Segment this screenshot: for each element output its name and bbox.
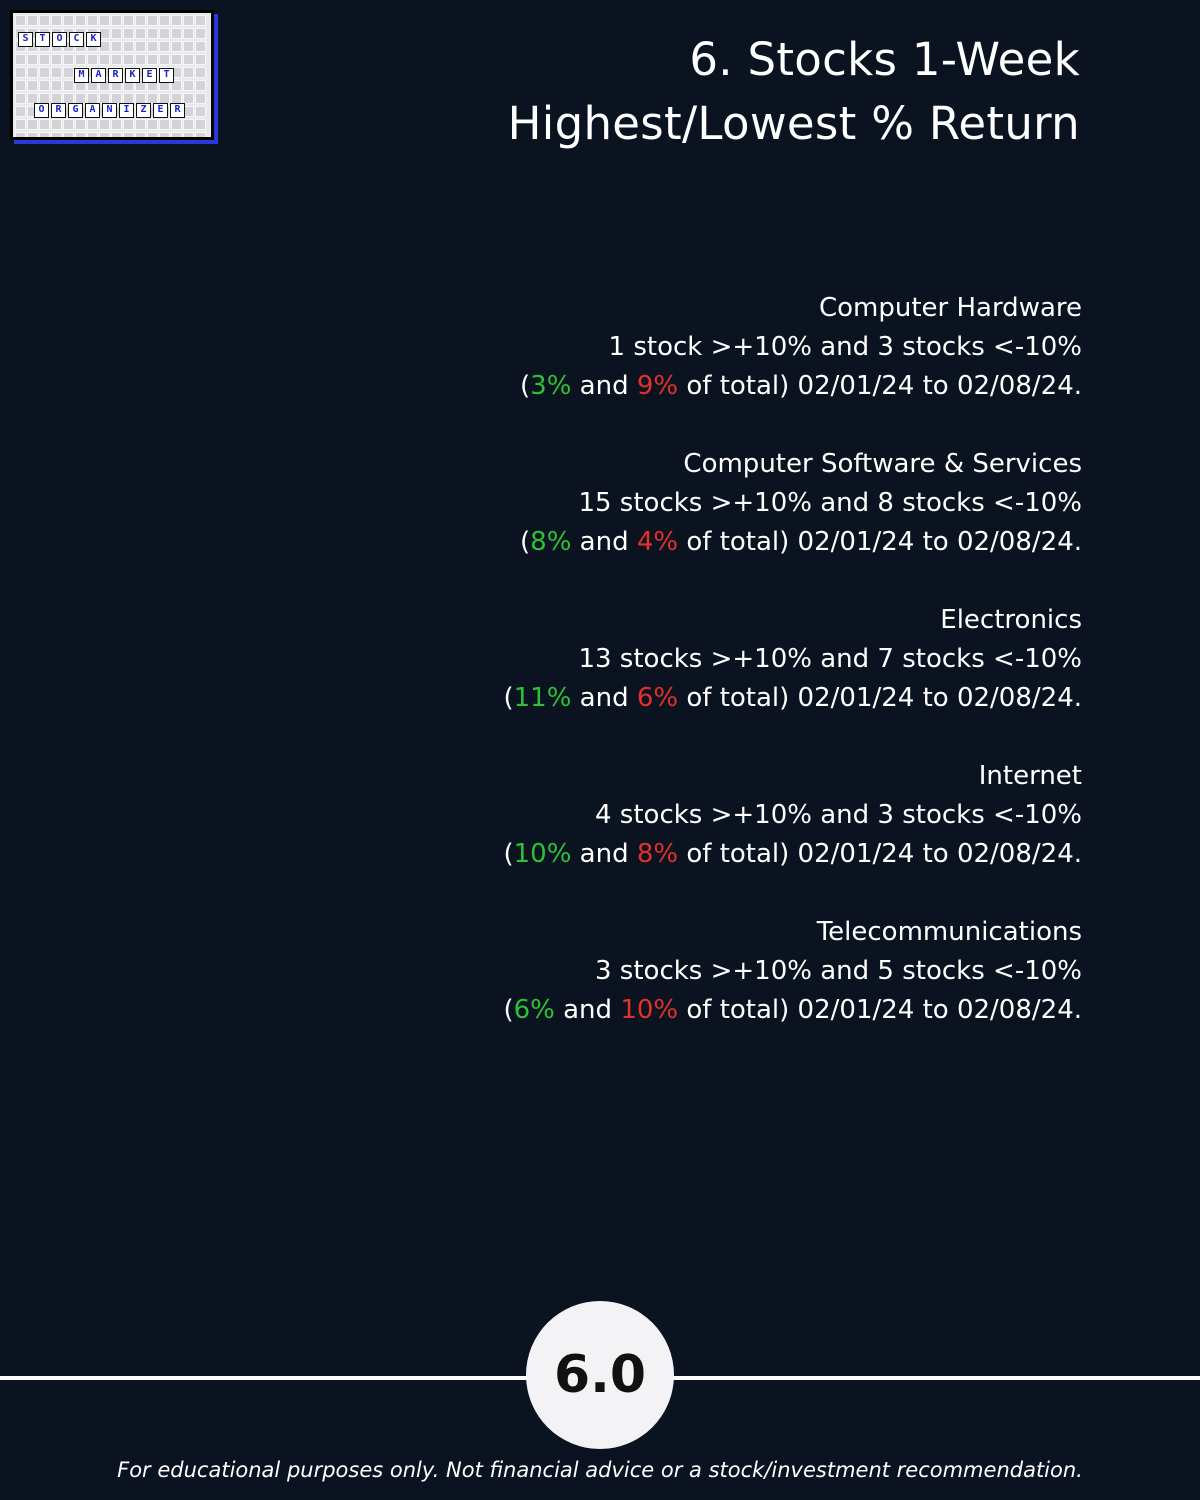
logo-grid-cell [171, 28, 182, 39]
logo-grid-cell [27, 15, 38, 26]
sector-name: Computer Software & Services [683, 449, 1082, 479]
logo-grid-cell [75, 15, 86, 26]
logo-grid-cell [27, 67, 38, 78]
share-low: 4% [636, 527, 679, 557]
sector-computer-software-services [503, 445, 1082, 562]
logo-grid-cell [147, 119, 158, 130]
sector-internet [503, 757, 1082, 874]
logo-grid-cell [15, 15, 26, 26]
section-number-badge: 6.0 [526, 1301, 674, 1449]
logo-grid-cell [99, 119, 110, 130]
logo-grid-cell [51, 54, 62, 65]
logo-grid-cell [63, 80, 74, 91]
logo-grid-cell [27, 119, 38, 130]
logo-grid-cell [195, 28, 206, 39]
logo-grid-cell [15, 106, 26, 117]
disclaimer: For educational purposes only. Not financial advice or a stock/investment recommendation. [117, 1458, 1083, 1482]
logo-grid-cell [123, 119, 134, 130]
logo-grid-cell [183, 67, 194, 78]
logo-grid-cell [87, 132, 98, 140]
share-low: 6% [636, 683, 679, 713]
logo-grid-cell [63, 15, 74, 26]
sector-electronics [503, 601, 1082, 718]
share-high: 11% [513, 683, 572, 713]
logo-grid-cell [123, 132, 134, 140]
share-period: of total) 02/01/24 to 02/08/24. [686, 527, 1082, 557]
logo-grid-cell [159, 119, 170, 130]
logo-grid-cell [195, 15, 206, 26]
logo-grid-cell [27, 80, 38, 91]
logo-grid-cell [171, 54, 182, 65]
sector-share-line: (3% and 9% of total) 02/01/24 to 02/08/24. [520, 371, 1082, 401]
logo-grid-cell [111, 54, 122, 65]
logo-word-stock: S T O C K [18, 32, 101, 47]
sector-summary: 13 stocks >+10% and 7 stocks <-10% [578, 644, 1082, 674]
logo-grid-cell [195, 93, 206, 104]
sector-share-line: (10% and 8% of total) 02/01/24 to 02/08/24. [503, 839, 1082, 869]
share-high: 8% [530, 527, 572, 557]
share-period: of total) 02/01/24 to 02/08/24. [686, 683, 1082, 713]
logo-grid-cell [75, 119, 86, 130]
logo-grid-cell [51, 67, 62, 78]
logo-grid-cell [99, 15, 110, 26]
logo-grid-cell [147, 132, 158, 140]
share-high: 6% [513, 995, 555, 1025]
logo-grid-cell [15, 93, 26, 104]
logo-grid-cell [135, 132, 146, 140]
logo-grid-cell [39, 67, 50, 78]
logo-grid-cell [39, 15, 50, 26]
share-low: 10% [620, 995, 679, 1025]
share-high: 10% [513, 839, 572, 869]
logo-grid-cell [183, 132, 194, 140]
logo-grid-cell [159, 132, 170, 140]
sector-summary: 1 stock >+10% and 3 stocks <-10% [608, 332, 1082, 362]
logo-grid-cell [111, 28, 122, 39]
logo-grid-cell [159, 15, 170, 26]
share-period: of total) 02/01/24 to 02/08/24. [686, 371, 1082, 401]
logo-grid-cell [195, 80, 206, 91]
sector-share-line: (11% and 6% of total) 02/01/24 to 02/08/24. [503, 683, 1082, 713]
sector-summary: 3 stocks >+10% and 5 stocks <-10% [595, 956, 1082, 986]
logo-grid-cell [159, 28, 170, 39]
sector-name: Electronics [940, 605, 1082, 635]
logo-grid-cell [39, 132, 50, 140]
logo-grid-cell [195, 132, 206, 140]
sector-name: Internet [978, 761, 1082, 791]
logo-grid-cell [87, 54, 98, 65]
page-title-line-1: 6. Stocks 1-Week [689, 33, 1080, 86]
share-period: of total) 02/01/24 to 02/08/24. [686, 839, 1082, 869]
share-low: 8% [636, 839, 679, 869]
sector-computer-hardware [503, 289, 1082, 406]
logo-grid-cell [171, 41, 182, 52]
logo-grid-cell [63, 119, 74, 130]
sector-name: Computer Hardware [818, 293, 1082, 323]
logo-grid-cell [123, 15, 134, 26]
sector-share-line: (6% and 10% of total) 02/01/24 to 02/08/24. [503, 995, 1082, 1025]
logo-grid-cell [99, 132, 110, 140]
logo-grid-cell [111, 119, 122, 130]
page-title-line-2: Highest/Lowest % Return [507, 97, 1080, 150]
logo-grid-cell [183, 15, 194, 26]
sector-list [503, 289, 1082, 1069]
logo-word-organizer: O R G A N I Z E R [34, 103, 185, 118]
logo-grid-cell [123, 41, 134, 52]
logo-grid-cell [51, 80, 62, 91]
logo-grid-cell [51, 132, 62, 140]
logo-grid-cell [195, 106, 206, 117]
share-period: of total) 02/01/24 to 02/08/24. [686, 995, 1082, 1025]
logo-grid-cell [147, 28, 158, 39]
logo-grid-cell [195, 54, 206, 65]
logo-grid-cell [63, 54, 74, 65]
logo-grid-cell [63, 132, 74, 140]
logo-grid-cell [135, 41, 146, 52]
logo-grid-cell [63, 67, 74, 78]
logo-grid-cell [171, 15, 182, 26]
logo-grid-cell [183, 41, 194, 52]
logo-grid-cell [147, 41, 158, 52]
logo-grid-cell [111, 15, 122, 26]
logo-grid-cell [51, 15, 62, 26]
logo-grid-cell [195, 41, 206, 52]
sector-share-line: (8% and 4% of total) 02/01/24 to 02/08/24. [520, 527, 1082, 557]
logo-grid-cell [87, 15, 98, 26]
logo-grid-cell [15, 132, 26, 140]
logo-grid-cell [15, 119, 26, 130]
sector-summary: 15 stocks >+10% and 8 stocks <-10% [578, 488, 1082, 518]
logo-grid-cell [135, 28, 146, 39]
logo-grid-cell [111, 41, 122, 52]
share-high: 3% [530, 371, 572, 401]
logo-grid-cell [15, 80, 26, 91]
logo-grid-cell [111, 132, 122, 140]
share-low: 9% [636, 371, 679, 401]
logo-grid-cell [183, 119, 194, 130]
logo-grid-cell [147, 54, 158, 65]
logo-grid-cell [195, 119, 206, 130]
sector-name: Telecommunications [816, 917, 1082, 947]
logo-grid-cell [39, 80, 50, 91]
logo-grid-cell [135, 54, 146, 65]
logo-grid-cell [99, 54, 110, 65]
logo-grid-cell [123, 54, 134, 65]
logo-grid-cell [39, 119, 50, 130]
logo-grid-cell [27, 132, 38, 140]
logo-grid-cell [159, 41, 170, 52]
logo-grid-cell [15, 67, 26, 78]
logo-grid-cell [171, 132, 182, 140]
sector-telecommunications [503, 913, 1082, 1030]
logo-grid-cell [123, 28, 134, 39]
logo-grid-cell [27, 54, 38, 65]
logo-word-market: M A R K E T [74, 68, 174, 83]
logo-grid-cell [183, 28, 194, 39]
logo-grid-cell [183, 54, 194, 65]
logo-grid-cell [195, 67, 206, 78]
logo-grid-cell [159, 54, 170, 65]
logo-grid-cell [135, 119, 146, 130]
logo-grid-cell [51, 119, 62, 130]
logo-grid-cell [15, 54, 26, 65]
logo-grid-cell [87, 119, 98, 130]
logo-grid-cell [75, 54, 86, 65]
logo-grid-cell [75, 132, 86, 140]
stock-market-organizer-logo [10, 10, 214, 140]
logo-grid-cell [39, 54, 50, 65]
logo-grid-cell [171, 119, 182, 130]
logo-grid-cell [183, 80, 194, 91]
logo-grid-cell [147, 15, 158, 26]
logo-grid-cell [135, 15, 146, 26]
sector-summary: 4 stocks >+10% and 3 stocks <-10% [595, 800, 1082, 830]
page-title [508, 28, 1080, 156]
